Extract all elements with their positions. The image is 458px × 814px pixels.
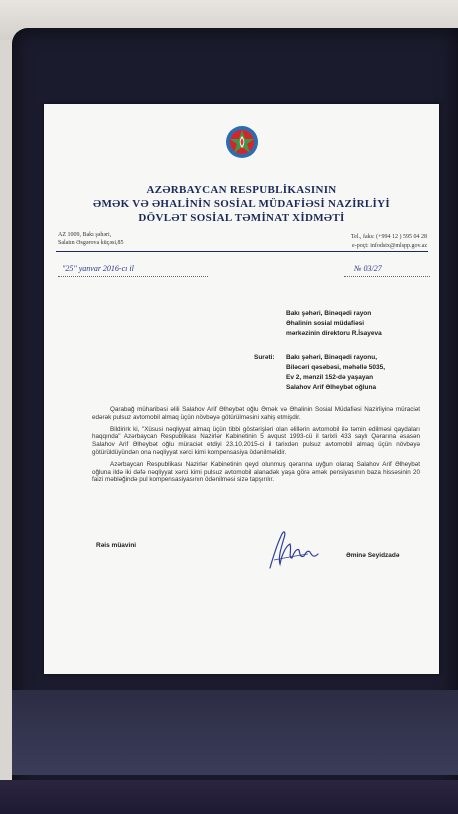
letterhead-line2: ƏMƏK VƏ ƏHALİNİN SOSİAL MÜDAFİƏSİ NAZİRLİYİ	[93, 198, 390, 210]
header-divider	[56, 251, 428, 252]
letterhead-line3: DÖVLƏT SOSİAL TƏMİNAT XİDMƏTİ	[138, 212, 345, 224]
copy-label: Surəti:	[254, 354, 275, 361]
date-underline	[58, 276, 208, 277]
letter-date: "25" yanvar 2016-cı il	[62, 264, 134, 273]
folder-lower-flap	[12, 690, 458, 775]
recipient-block	[286, 309, 382, 339]
body-paragraph-1: Qarabağ müharibəsi əlili Salahov Arif Əlheybət oğlu Əmək və Əhalinin Sosial Müdafiəsi Nazirliyinə müraciət edərək pulsuz avtomobil almaq üçün növbəyə götürülməsini xahiş etmişdir.	[92, 406, 420, 421]
letter-number: № 03/27	[354, 264, 382, 273]
recipient-line2: Əhalinin sosial müdafiəsi	[286, 320, 365, 327]
address-line1: AZ 1009, Bakı şəhəri,	[58, 232, 112, 238]
number-underline	[344, 276, 430, 277]
official-letter	[44, 104, 439, 674]
email: e-poçt: infodstx@mlspp.gov.az	[352, 243, 427, 249]
phone-fax: Tel., faks: (+994 12 ) 595 04 28	[350, 234, 427, 240]
recipient-line3: mərkəzinin direktoru R.İsayeva	[286, 330, 382, 337]
copy-line4: Salahov Arif Əlheybət oğluna	[286, 384, 377, 391]
table-edge	[0, 780, 458, 814]
copy-line2: Biləcəri qəsəbəsi, məhəllə 5035,	[286, 364, 386, 371]
state-emblem-icon	[224, 124, 260, 160]
body-paragraph-2: Bildirirk ki, "Xüsusi nəqliyyat almaq üçün tibbi göstərişləri olan əlillərin avtomobil ilə təmin edilməsi qaydaları haqqında" Azərbaycan Respublikası Nazirlər Kabinetinin 5 avqust 1993-cü il tarixli 433 saylı Qərarına əsasən Salahov Arif Əlheybət oğlu müraciət etdiyi 23.10.2015-ci il tarixdən pulsuz avtomobil almaq üçün növbəyə götürüldüyündən ona nəqliyyat xərci kimi kompensasiya ödənilməlidir.	[92, 425, 420, 456]
letter-body	[92, 406, 420, 488]
address-line2: Salatın Əsgərova küçəsi,85	[58, 240, 124, 246]
letterhead-line1: AZƏRBAYCAN RESPUBLİKASININ	[146, 184, 337, 196]
recipient-line1: Bakı şəhəri, Binəqədi rayon	[286, 310, 372, 317]
copy-block	[286, 353, 385, 393]
signatory-title: Rəis müavini	[96, 542, 137, 549]
body-paragraph-3: Azərbaycan Respublikası Nazirlər Kabinetinin qeyd olunmuş qərarına uyğun olaraq Salahov Arif Əlheybət oğluna ildə iki dəfə nəqliyyat xərci kimi pulsuz avtomobil alanadək yaşa görə əmək pensiyasının baza hissəsinin 20 faizi məbləğində pul kompensasiyasının ödənilməsi sizə tapşırılır.	[92, 460, 420, 484]
copy-line3: Ev 2, mənzil 152-də yaşayan	[286, 374, 374, 381]
handwritten-signature	[264, 524, 324, 574]
copy-line1: Bakı şəhəri, Binəqədi rayonu,	[286, 354, 378, 361]
signatory-name: Əminə Seyidzadə	[346, 552, 400, 559]
